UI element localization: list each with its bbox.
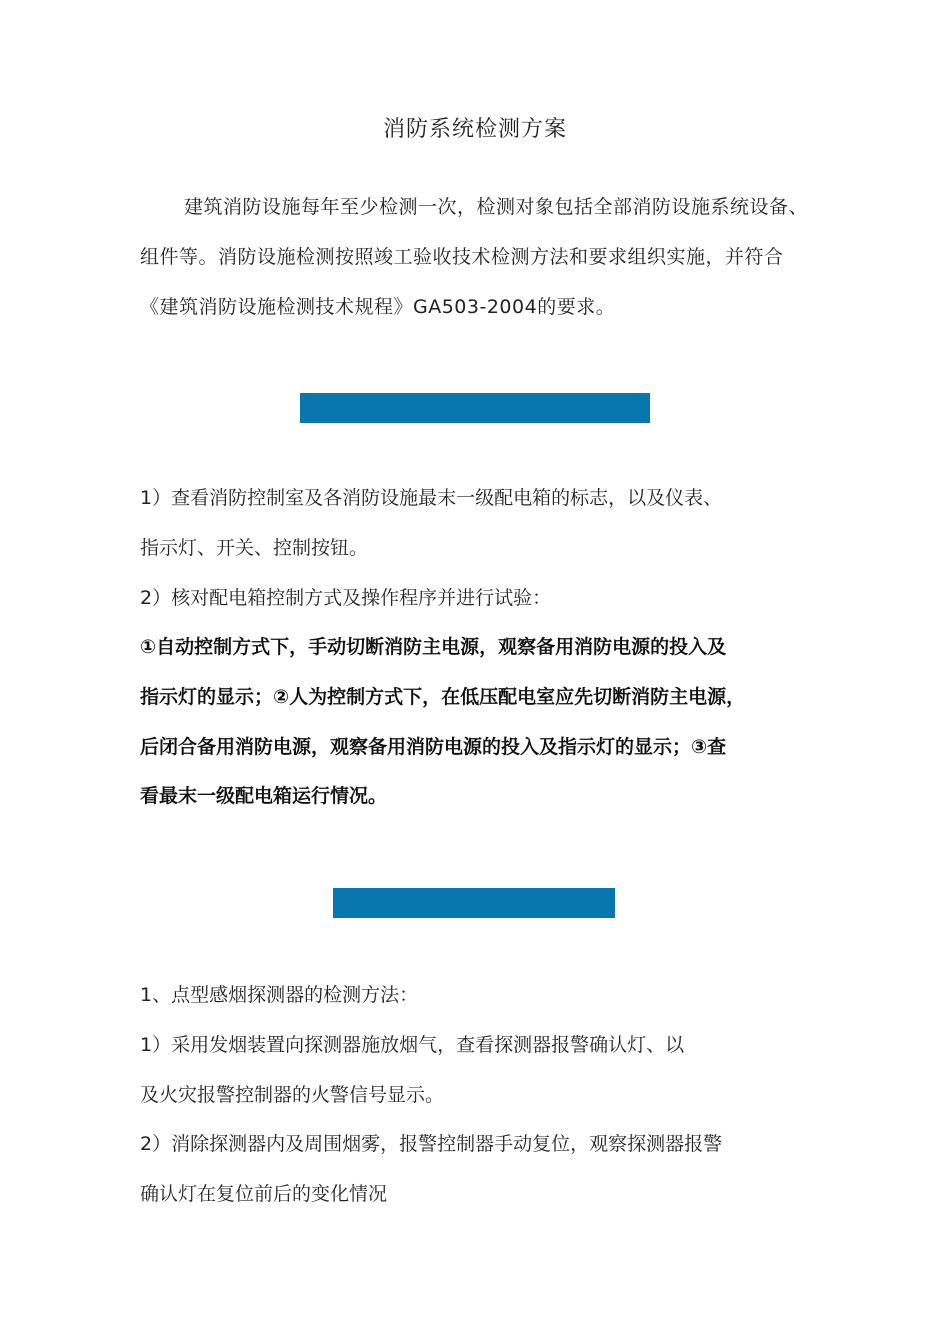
section1-line-7: 看最末一级配电箱运行情况。 (140, 785, 388, 807)
page-title: 消防系统检测方案 (382, 117, 567, 142)
section1-line-3: 2）核对配电箱控制方式及操作程序并进行试验： (140, 587, 552, 609)
section1-line-6: 后闭合备用消防电源，观察备用消防电源的投入及指示灯的显示；③查 (140, 736, 727, 758)
section2-line-5: 确认灯在复位前后的变化情况 (140, 1183, 388, 1205)
section2-line-1: 1、点型感烟探测器的检测方法： (140, 984, 419, 1006)
section2-line-2: 1）采用发烟装置向探测器施放烟气，查看探测器报警确认灯、以 (140, 1034, 685, 1056)
section-heading-bar-2 (333, 888, 615, 918)
section1-line-1: 1）查看消防控制室及各消防设施最末一级配电箱的标志，以及仪表、 (140, 487, 723, 509)
section2-line-3: 及火灾报警控制器的火警信号显示。 (140, 1084, 445, 1106)
section-heading-bar-1 (300, 393, 650, 423)
intro-paragraph: 建筑消防设施每年至少检测一次，检测对象包括全部消防设施系统设备、组件等。消防设施检测按照竣工验收技术检测方法和要求组织实施，并符合《建筑消防设施检测技术规程》GA503-2004的要求。 (140, 196, 809, 318)
section2-line-4: 2）消除探测器内及周围烟雾，报警控制器手动复位，观察探测器报警 (140, 1133, 723, 1155)
section1-line-2: 指示灯、开关、控制按钮。 (140, 537, 369, 559)
section1-line-4: ①自动控制方式下，手动切断消防主电源，观察备用消防电源的投入及 (140, 636, 727, 658)
section1-line-5: 指示灯的显示；②人为控制方式下，在低压配电室应先切断消防主电源， (140, 686, 746, 708)
